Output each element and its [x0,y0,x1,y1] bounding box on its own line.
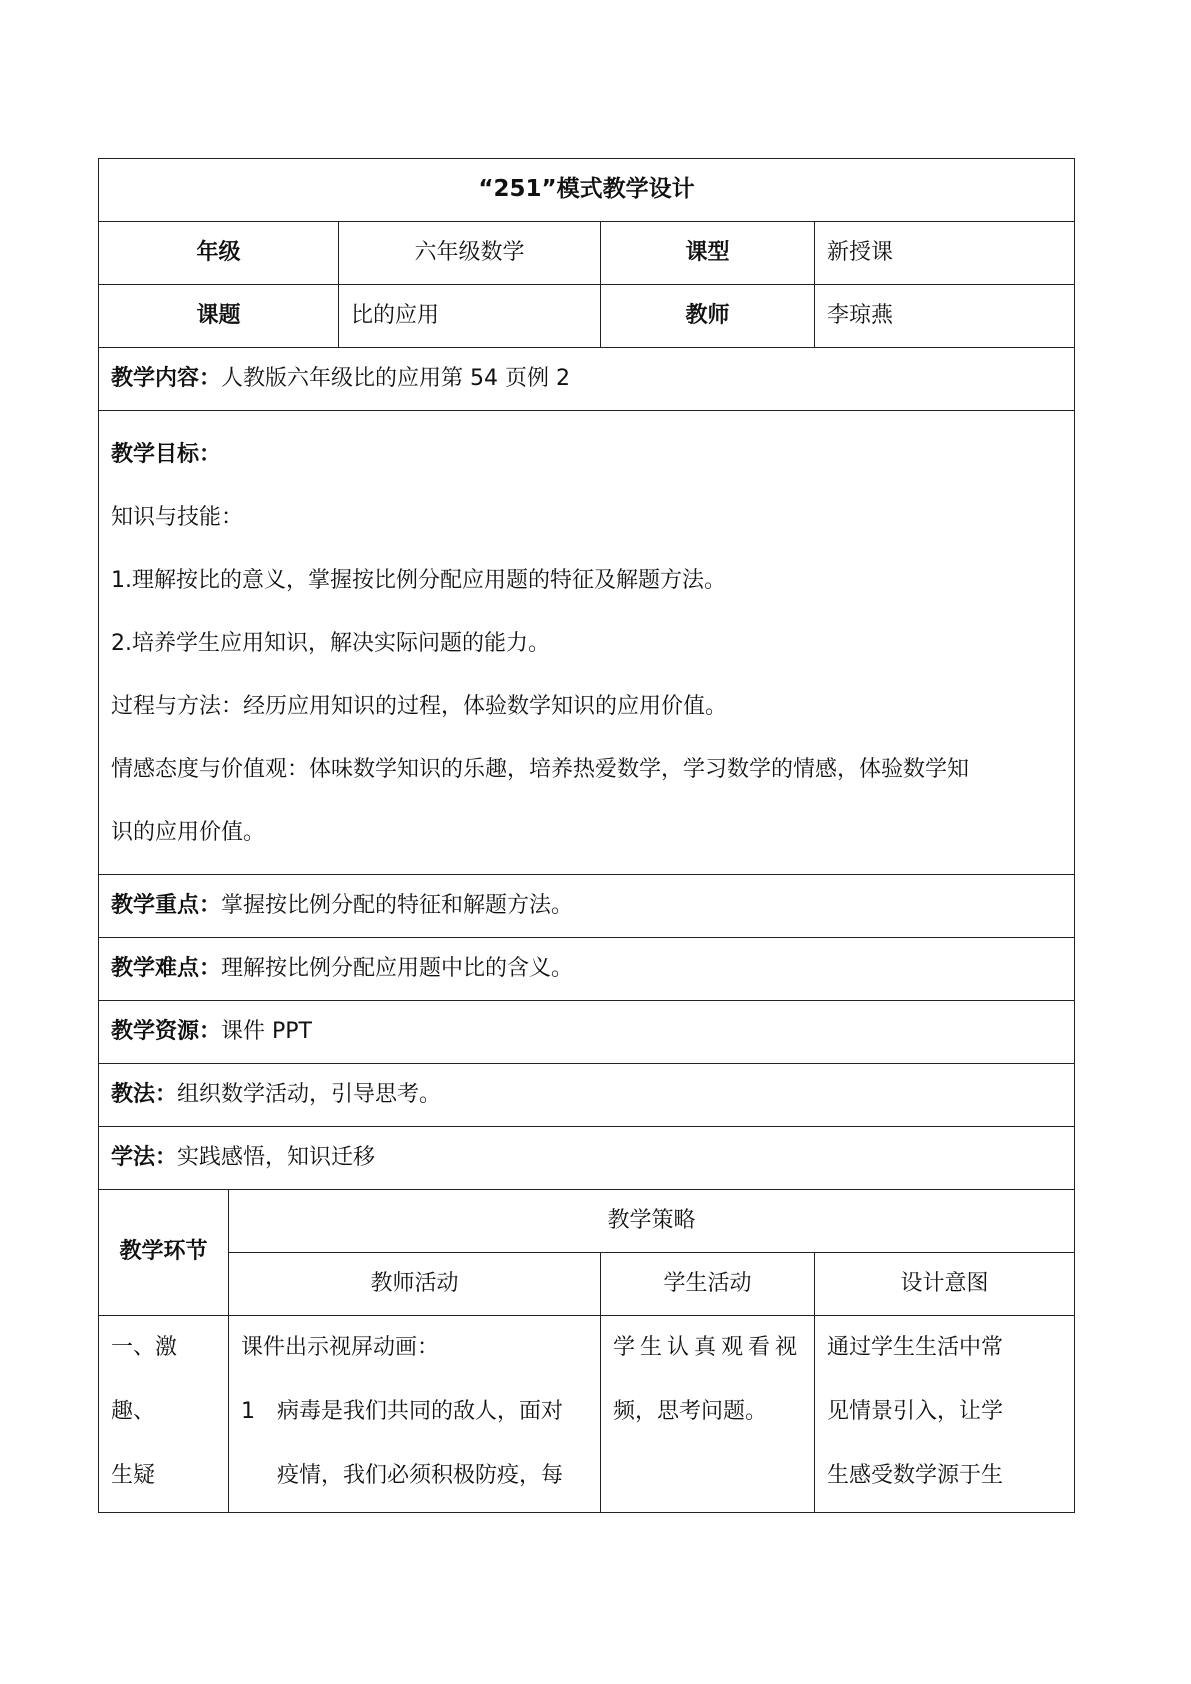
objectives-line: 1.理解按比的意义，掌握按比例分配应用题的特征及解题方法。 [111,568,726,593]
grade-label: 年级 [99,222,339,285]
objectives-line: 2.培养学生应用知识，解决实际问题的能力。 [111,631,550,656]
objectives-line: 情感态度与价值观：体味数学知识的乐趣，培养热爱数学，学习数学的情感，体验数学知 [111,757,970,782]
student-activity-header: 学生活动 [601,1253,815,1316]
key-point-label: 教学重点： [111,892,222,918]
objectives-label: 教学目标： [111,442,222,467]
difficulty-value: 理解按比例分配应用题中比的含义。 [221,955,574,981]
teacher-label: 教师 [601,285,815,348]
teacher-activity-item-cont: 疫情，我们必须积极防疫，每 [277,1463,564,1488]
teacher-activity-header: 教师活动 [229,1253,601,1316]
topic-label: 课题 [99,285,339,348]
objectives-line: 识的应用价值。 [111,820,266,845]
student-activity-line: 频，思考问题。 [613,1399,768,1424]
learning-method-row [99,1127,1075,1190]
teaching-method-value: 组织数学活动，引导思考。 [177,1081,442,1107]
teacher-activity-intro: 课件出示视屏动画： [241,1335,440,1360]
resources-value: 课件 PPT [221,1018,312,1044]
teaching-method-label: 教法： [111,1081,178,1107]
teacher-activity-item [241,1380,588,1444]
lesson-plan-table [98,158,1075,1513]
stage-line: 一、激趣、 [111,1335,178,1424]
content-label: 教学内容： [111,365,222,391]
teacher-activity-cell [229,1316,601,1513]
key-point-value: 掌握按比例分配的特征和解题方法。 [221,892,574,918]
teacher-value: 李琼燕 [815,285,1075,348]
resources-label: 教学资源： [111,1018,222,1044]
stage-header: 教学环节 [99,1190,229,1316]
topic-value: 比的应用 [339,285,601,348]
stage-cell [99,1316,229,1513]
resources-row [99,1001,1075,1064]
item-text: 病毒是我们共同的敌人，面对 [277,1399,564,1424]
strategy-header: 教学策略 [229,1190,1075,1253]
content-value: 人教版六年级比的应用第 54 页例 2 [221,365,570,391]
teaching-method-row [99,1064,1075,1127]
objectives-cell [99,411,1075,875]
objectives-line: 过程与方法：经历应用知识的过程，体验数学知识的应用价值。 [111,694,728,719]
document-title: “251”模式教学设计 [99,159,1075,222]
item-number: 1 [241,1399,255,1424]
student-activity-line: 学生认真观看视 [613,1335,803,1360]
design-intent-line: 通过学生生活中常 [827,1335,1004,1360]
design-intent-line: 见情景引入，让学 [827,1399,1004,1424]
difficulty-label: 教学难点： [111,955,222,981]
lesson-type-value: 新授课 [815,222,1075,285]
grade-value: 六年级数学 [339,222,601,285]
student-activity-cell [601,1316,815,1513]
lesson-type-label: 课型 [601,222,815,285]
content-row [99,348,1075,411]
stage-line: 生疑 [111,1463,156,1488]
design-intent-line: 生感受数学源于生 [827,1463,1004,1488]
objectives-line: 知识与技能： [111,505,244,530]
difficulty-row [99,938,1075,1001]
learning-method-label: 学法： [111,1144,178,1170]
key-point-row [99,875,1075,938]
learning-method-value: 实践感悟，知识迁移 [177,1144,376,1170]
design-intent-header: 设计意图 [815,1253,1075,1316]
design-intent-cell [815,1316,1075,1513]
